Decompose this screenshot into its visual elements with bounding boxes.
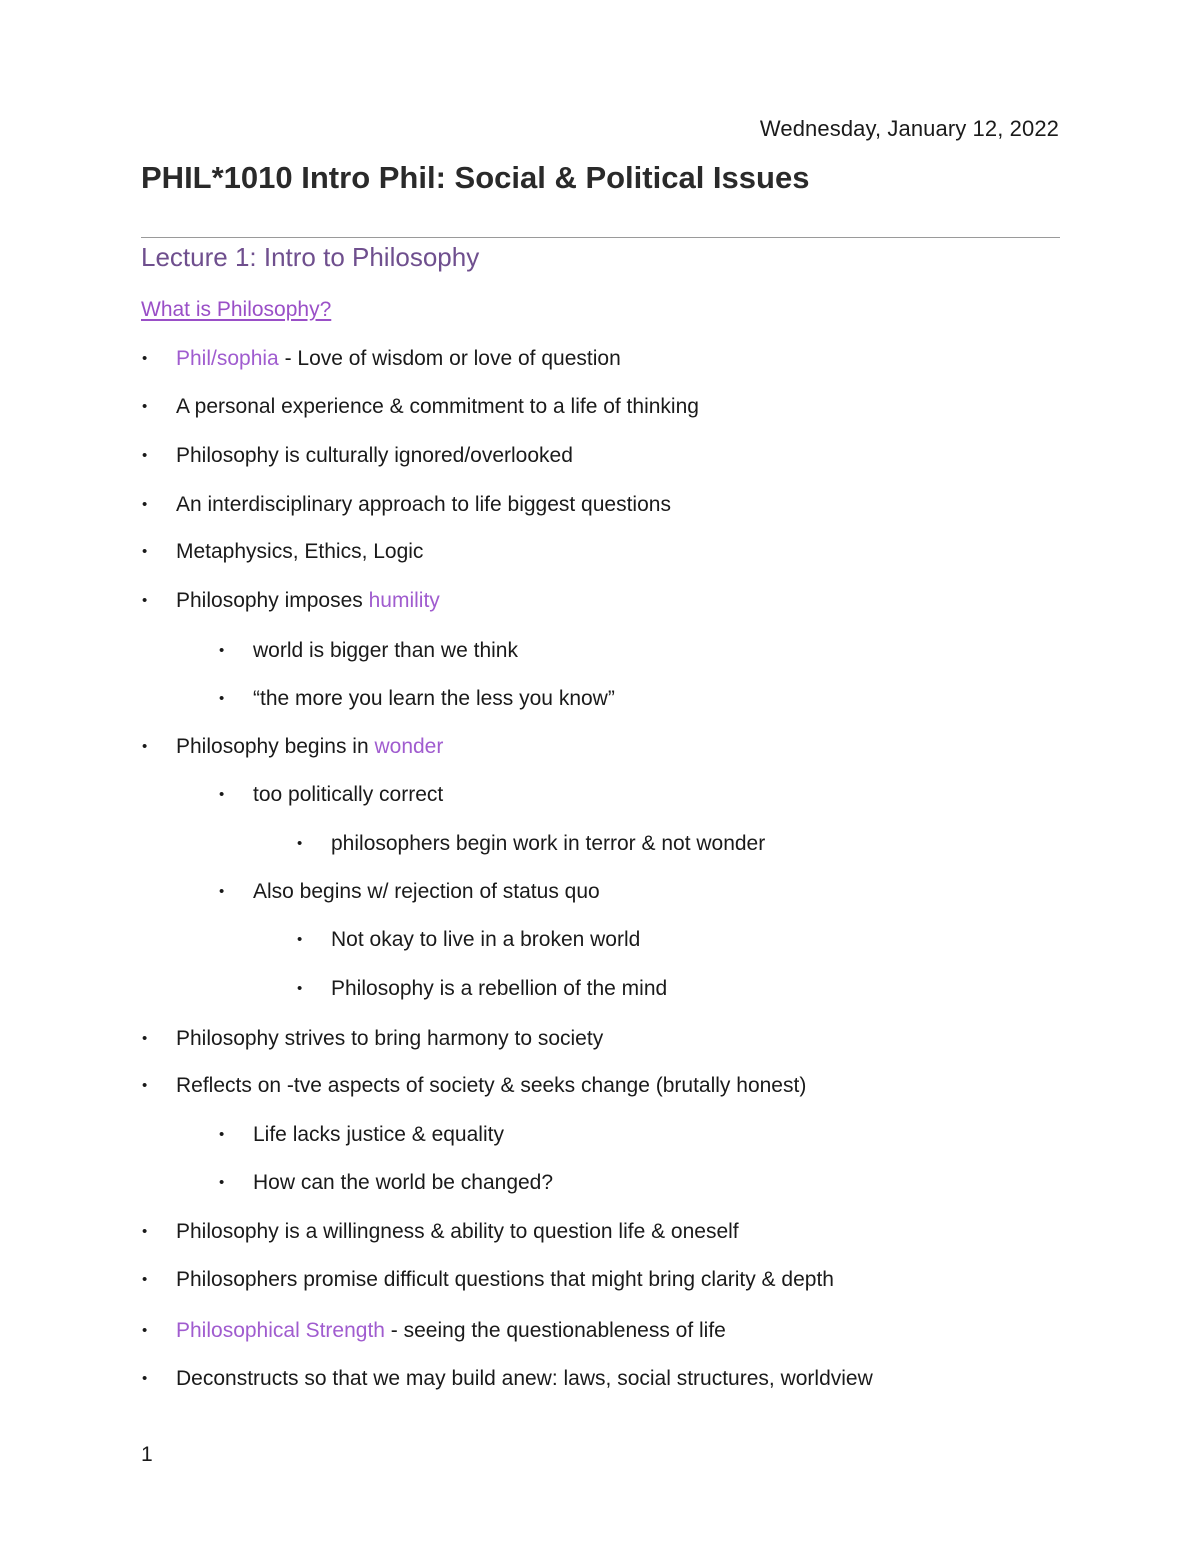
list-item — [142, 492, 671, 518]
title-divider — [141, 237, 1060, 238]
bullet-icon: • — [297, 835, 303, 852]
bullet-icon: • — [219, 883, 225, 900]
bullet-icon: • — [297, 931, 303, 948]
list-item-text: Philosophy is a willingness & ability to question life & oneself — [176, 1220, 739, 1243]
bullet-icon: • — [219, 690, 225, 707]
list-item — [142, 1267, 834, 1293]
list-item — [142, 1073, 807, 1099]
list-item-text: Deconstructs so that we may build anew: laws, social structures, worldview — [176, 1367, 873, 1390]
list-item-text: “the more you learn the less you know” — [253, 687, 615, 710]
bullet-icon: • — [142, 543, 148, 560]
list-item-text: philosophers begin work in terror & not wonder — [331, 832, 766, 855]
list-item — [219, 1122, 504, 1148]
bullet-icon: • — [297, 980, 303, 997]
list-item — [297, 927, 641, 953]
list-item-text: Life lacks justice & equality — [253, 1123, 504, 1146]
list-item — [142, 346, 621, 372]
list-item — [142, 588, 440, 614]
page-number: 1 — [141, 1443, 153, 1466]
list-item-text: - seeing the questionableness of life — [384, 1319, 726, 1342]
bullet-icon: • — [142, 1322, 148, 1339]
list-item-text: An interdisciplinary approach to life biggest questions — [176, 493, 671, 516]
bullet-icon: • — [142, 398, 148, 415]
list-item-text: Philosophy strives to bring harmony to society — [176, 1027, 604, 1050]
list-item — [297, 831, 766, 857]
bullet-icon: • — [142, 1370, 148, 1387]
list-item — [142, 1026, 604, 1052]
bullet-icon: • — [142, 592, 148, 609]
list-item-text: too politically correct — [253, 783, 444, 806]
key-term: Phil/sophia — [176, 347, 279, 370]
bullet-icon: • — [142, 1271, 148, 1288]
bullet-icon: • — [219, 786, 225, 803]
bullet-icon: • — [219, 1126, 225, 1143]
key-term: Philosophical Strength — [176, 1319, 385, 1342]
list-item-text: Not okay to live in a broken world — [331, 928, 641, 951]
list-item-text: A personal experience & commitment to a life of thinking — [176, 395, 699, 418]
bullet-icon: • — [219, 642, 225, 659]
bullet-icon: • — [142, 738, 148, 755]
list-item-text: How can the world be changed? — [253, 1171, 554, 1194]
bullet-icon: • — [142, 1077, 148, 1094]
list-item — [219, 879, 600, 905]
list-item — [142, 539, 424, 565]
bullet-icon: • — [142, 496, 148, 513]
list-item-text: - Love of wisdom or love of question — [278, 347, 621, 370]
list-item-text: world is bigger than we think — [253, 639, 518, 662]
bullet-icon: • — [142, 1223, 148, 1240]
list-item-text: Metaphysics, Ethics, Logic — [176, 540, 424, 563]
list-item-text: Philosophy is culturally ignored/overlooked — [176, 444, 573, 467]
bullet-icon: • — [219, 1174, 225, 1191]
list-item — [142, 734, 444, 760]
list-item — [142, 1219, 739, 1245]
bullet-icon: • — [142, 1030, 148, 1047]
key-term: humility — [368, 589, 440, 612]
lecture-heading: Lecture 1: Intro to Philosophy — [141, 242, 480, 272]
list-item — [219, 686, 615, 712]
list-item — [219, 1170, 554, 1196]
document-date: Wednesday, January 12, 2022 — [759, 116, 1059, 141]
list-item — [142, 443, 573, 469]
section-subheading: What is Philosophy? — [141, 298, 332, 321]
list-item — [142, 394, 699, 420]
list-item — [297, 976, 668, 1002]
key-term: wonder — [374, 735, 444, 758]
list-item — [142, 1318, 726, 1344]
list-item — [142, 1366, 873, 1392]
list-item-text: Philosophy begins in — [176, 735, 375, 758]
document-title: PHIL*1010 Intro Phil: Social & Political Issues — [141, 160, 810, 195]
list-item-text: Philosophy imposes — [176, 589, 369, 612]
list-item-text: Philosophy is a rebellion of the mind — [331, 977, 668, 1000]
bullet-icon: • — [142, 350, 148, 367]
list-item — [219, 782, 444, 808]
list-item-text: Also begins w/ rejection of status quo — [253, 880, 600, 903]
list-item-text: Philosophers promise difficult questions that might bring clarity & depth — [176, 1268, 834, 1291]
list-item — [219, 638, 518, 664]
list-item-text: Reflects on -tve aspects of society & seeks change (brutally honest) — [176, 1074, 807, 1097]
bullet-icon: • — [142, 447, 148, 464]
